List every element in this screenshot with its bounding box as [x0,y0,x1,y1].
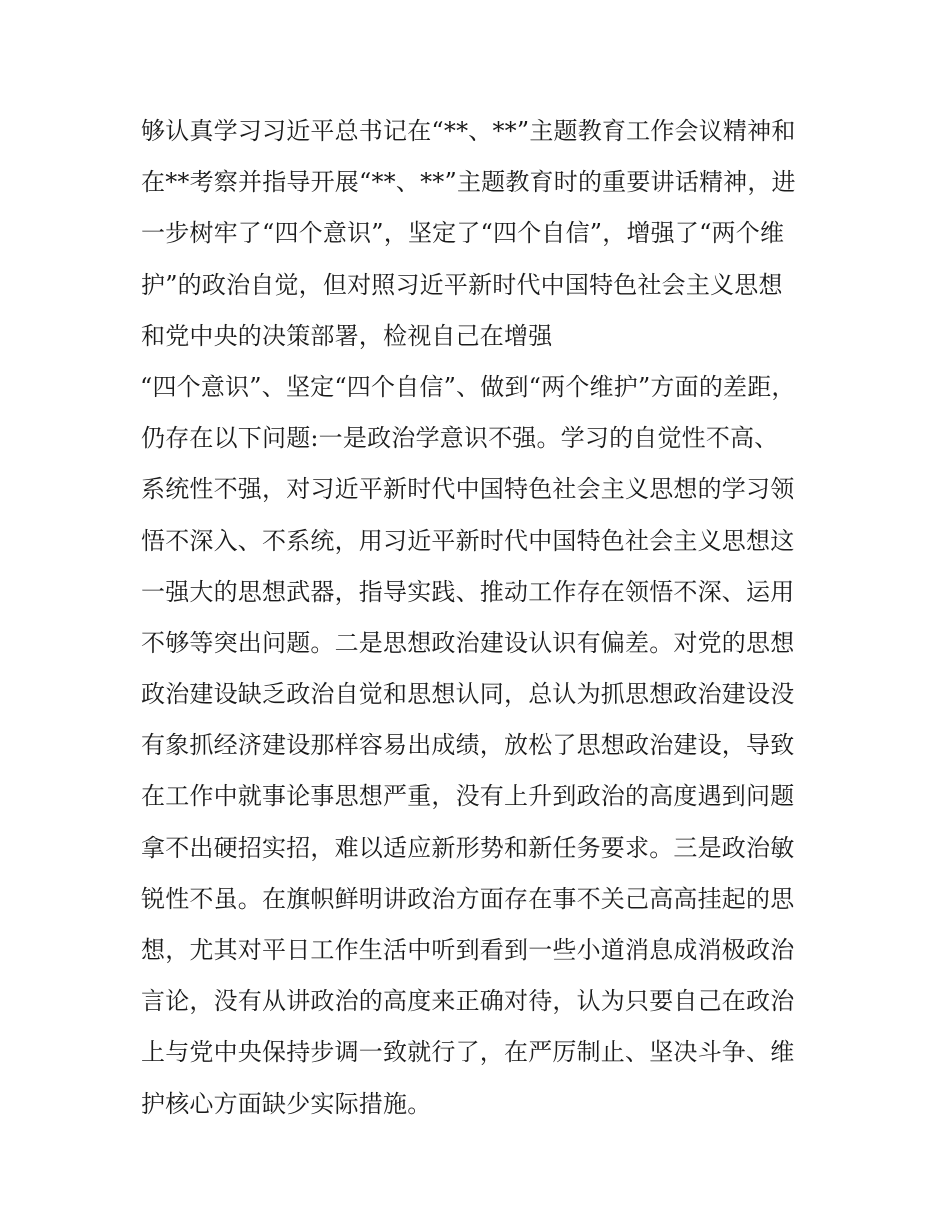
text-line: 护核心方面缺少实际措施。 [141,1089,432,1118]
text-line: 系统性不强，对习近平新时代中国特色社会主义思想的学习领 [141,475,795,504]
text-line: 在工作中就事论事思想严重，没有上升到政治的高度遇到问题 [141,782,795,811]
text-line: 有象抓经济建设那样容易出成绩，放松了思想政治建设，导致 [141,731,795,760]
text-line: 锐性不虽。在旗帜鲜明讲政治方面存在事不关己高高挂起的思 [141,884,795,913]
text-line: 够认真学习习近平总书记在“**、**”主题教育工作会议精神和 [141,117,796,145]
text-line: 言论，没有从讲政治的高度来正确对待，认为只要自己在政治 [141,987,795,1016]
text-line: 护”的政治自觉，但对照习近平新时代中国特色社会主义思想 [141,270,783,299]
body-text [141,106,831,1130]
text-line: 拿不出硬招实招，难以适应新形势和新任务要求。三是政治敏 [141,833,795,862]
text-line: 一强大的思想武器，指导实践、推动工作存在领悟不深、运用 [141,577,795,606]
text-line: 政治建设缺乏政治自觉和思想认同，总认为抓思想政治建设没 [141,680,795,709]
text-line: 想，尤其对平日工作生活中听到看到一些小道消息成消极政治 [141,936,795,964]
text-line: 不够等突出问题。二是思想政治建设认识有偏差。对党的思想 [141,628,795,657]
text-line: 一步树牢了“四个意识”，坚定了“四个自信”，增强了“两个维 [141,219,785,248]
text-line: 仍存在以下问题:一是政治学意识不强。学习的自觉性不高、 [141,424,779,453]
text-line: 和党中央的决策部署，检视自己在增强 [141,321,553,350]
text-line: 悟不深入、不系统，用习近平新时代中国特色社会主义思想这 [141,526,795,555]
text-line: 在**考察并指导开展“**、**”主题教育时的重要讲话精神，进 [141,168,796,197]
text-line: 上与党中央保持步调一致就行了，在严厉制止、坚决斗争、维 [141,1038,795,1067]
text-line: “四个意识”、坚定“四个自信”、做到“两个维护”方面的差距， [140,372,796,401]
